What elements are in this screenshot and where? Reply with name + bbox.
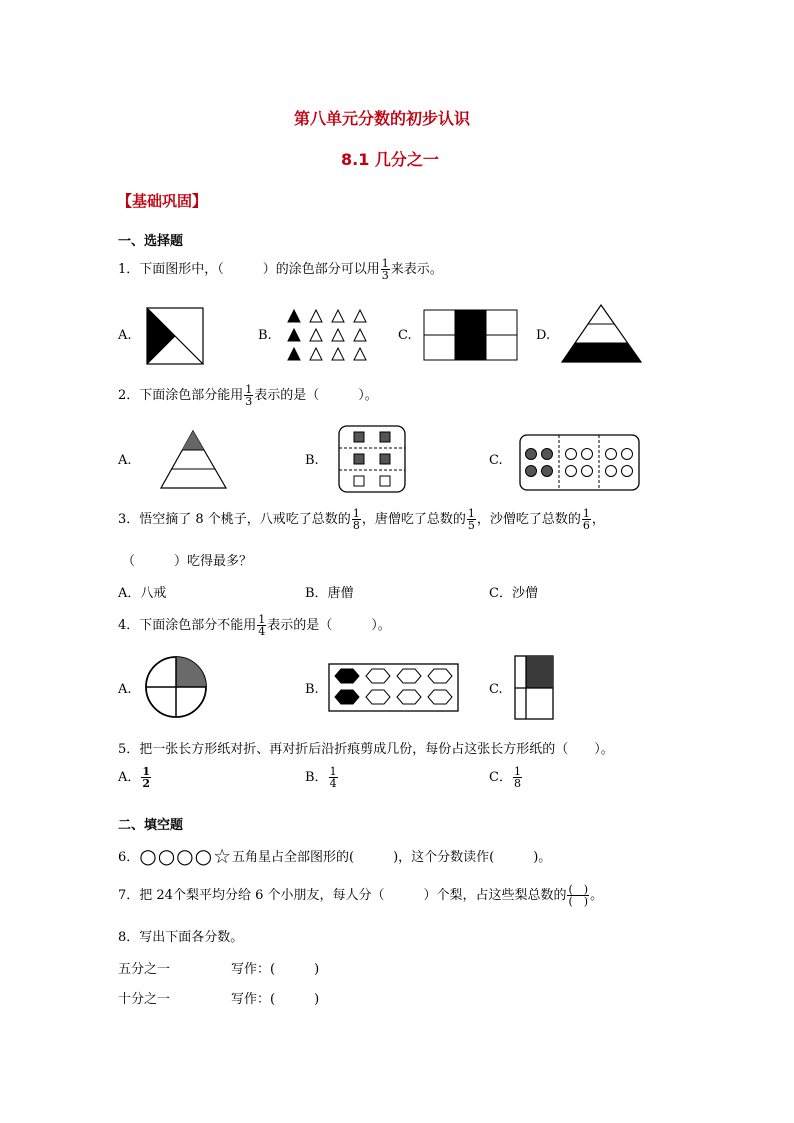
- q3-fraction-bajie: $\frac{1}{8}$: [352, 507, 360, 532]
- q2-dots-card-figure: [519, 434, 641, 492]
- triangle-shape: [354, 310, 366, 322]
- q4-circle-figure: [145, 656, 209, 720]
- q3-option-a[interactable]: A．八戒: [118, 586, 167, 601]
- q2-option-c[interactable]: C.: [489, 453, 503, 468]
- q5-fraction-c: $\frac{1}{8}$: [513, 765, 521, 790]
- question-5: 5．把一张长方形纸对折、再对折后沿折痕剪成几份，每份占这张长方形纸的（ ）。: [118, 742, 614, 757]
- q1-text: 1．下面图形中，（ ）的涂色部分可以用: [118, 262, 380, 277]
- q1-option-d[interactable]: D.: [536, 328, 551, 343]
- question-4: 4．下面涂色部分不能用 $\frac{1}{4}$ 表示的是（ ）。: [118, 613, 391, 638]
- q4-fraction: $\frac{1}{4}$: [258, 613, 266, 638]
- q6-shapes: ○○○○☆: [139, 844, 233, 868]
- triangle-shape: [354, 348, 366, 360]
- q3-option-c[interactable]: C．沙僧: [489, 586, 538, 601]
- triangle-shape: [288, 329, 300, 341]
- dot-shape: [526, 466, 537, 477]
- hexagon-shape: [335, 690, 359, 704]
- q4-option-b[interactable]: B.: [305, 682, 319, 697]
- triangle-shape: [354, 329, 366, 341]
- dot-shape: [606, 466, 617, 477]
- dot-shape: [622, 466, 633, 477]
- q2-fraction: $\frac{1}{3}$: [245, 383, 253, 408]
- dot-shape: [542, 466, 553, 477]
- q8-row-2-name: 十分之一: [118, 992, 171, 1007]
- question-6: 6．○○○○☆五角星占全部图形的( )，这个分数读作( )。: [118, 844, 552, 868]
- q8-row-1-write[interactable]: 写作：( ): [231, 962, 320, 977]
- part1-heading: 一、选择题: [118, 234, 184, 249]
- q5-option-b[interactable]: B． $\frac{1}{4}$: [305, 765, 337, 790]
- q4-option-a[interactable]: A.: [118, 682, 132, 697]
- hexagon-shape: [428, 669, 452, 683]
- question-7: 7．把 24个梨平均分给 6 个小朋友，每人分（ ）个梨，占这些梨总数的 $\frac{( )}{( )}$ 。: [118, 883, 604, 908]
- q4-rectangle-figure: [514, 655, 556, 721]
- triangle-shape: [332, 348, 344, 360]
- q5-fraction-a: $\frac{1}{2}$: [142, 765, 151, 790]
- triangle-shape: [332, 329, 344, 341]
- hexagon-shape: [428, 690, 452, 704]
- q5-fraction-b: $\frac{1}{4}$: [329, 765, 337, 790]
- triangle-shape: [310, 329, 322, 341]
- q3-fraction-shaseng: $\frac{1}{6}$: [582, 507, 590, 532]
- section-tag: 【基础巩固】: [117, 192, 208, 210]
- q1-pyramid-figure: [561, 304, 643, 364]
- q2-triangle-figure: [160, 430, 228, 490]
- dot-shape: [526, 449, 537, 460]
- hexagon-shape: [397, 690, 421, 704]
- q1-triangles-figure: [284, 306, 380, 366]
- hexagon-shape: [397, 669, 421, 683]
- dot-shape: [582, 466, 593, 477]
- hexagon-shape: [335, 669, 359, 683]
- triangle-shape: [288, 310, 300, 322]
- triangle-shape: [288, 348, 300, 360]
- q8-row-1-name: 五分之一: [118, 962, 171, 977]
- q3-line2: （ ）吃得最多？: [122, 554, 253, 569]
- q1-square-figure: [146, 307, 206, 367]
- dot-shape: [542, 449, 553, 460]
- q3-fraction-tangseng: $\frac{1}{5}$: [467, 507, 475, 532]
- q4-option-c[interactable]: C.: [489, 682, 503, 697]
- question-2: 2．下面涂色部分能用 $\frac{1}{3}$ 表示的是（ ）。: [118, 383, 378, 408]
- q1-rectangle-figure: [423, 309, 519, 361]
- question-3: 3．悟空摘了 8 个桃子，八戒吃了总数的 $\frac{1}{8}$ ，唐僧吃了总数的 $\frac{1}{5}$ ，沙僧吃了总数的 $\frac{1}{6}$ ，: [118, 507, 605, 532]
- dot-shape: [566, 449, 577, 460]
- part2-heading: 二、填空题: [118, 818, 184, 833]
- q2-option-b[interactable]: B.: [305, 453, 319, 468]
- q8-row-2-write[interactable]: 写作：( ): [231, 992, 320, 1007]
- question-1: 1．下面图形中，（ ）的涂色部分可以用 $\frac{1}{3}$ 来表示。: [118, 257, 443, 282]
- q3-option-b[interactable]: B．唐僧: [305, 586, 354, 601]
- page-title: 第八单元分数的初步认识: [294, 109, 471, 128]
- q1-option-b[interactable]: B.: [258, 328, 272, 343]
- question-8: 8．写出下面各分数。: [118, 930, 244, 945]
- dot-shape: [606, 449, 617, 460]
- hexagon-shape: [366, 669, 390, 683]
- q2-squares-card-figure: [338, 425, 408, 495]
- triangle-shape: [310, 348, 322, 360]
- dot-shape: [582, 449, 593, 460]
- q5-option-c[interactable]: C． $\frac{1}{8}$: [489, 765, 521, 790]
- card-outline: [520, 435, 639, 490]
- dot-shape: [622, 449, 633, 460]
- dot-shape: [566, 466, 577, 477]
- hexagon-shape: [366, 690, 390, 704]
- q5-option-a[interactable]: A． $\frac{1}{2}$: [118, 765, 151, 790]
- lesson-subtitle: 8.1 几分之一: [341, 150, 439, 169]
- triangle-shape: [310, 310, 322, 322]
- q4-hexagons-figure: [328, 663, 460, 713]
- q1-option-c[interactable]: C.: [398, 328, 412, 343]
- q2-option-a[interactable]: A.: [118, 453, 132, 468]
- q7-fraction-blank: $\frac{( )}{( )}$: [568, 883, 589, 908]
- triangle-shape: [332, 310, 344, 322]
- q1-option-a[interactable]: A.: [118, 328, 132, 343]
- q1-fraction: $\frac{1}{3}$: [381, 257, 389, 282]
